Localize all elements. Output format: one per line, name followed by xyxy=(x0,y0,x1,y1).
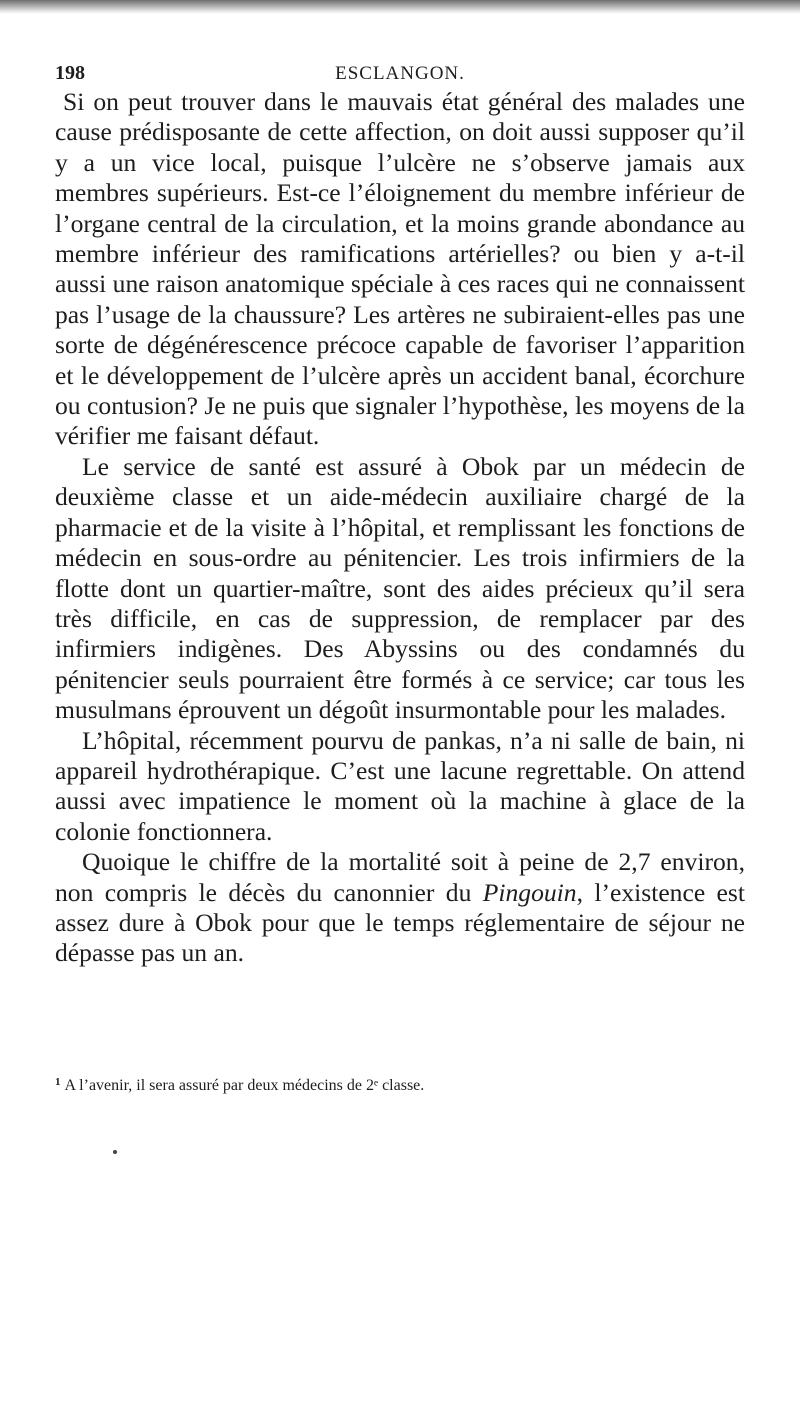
paragraph-2 xyxy=(55,452,745,726)
paragraph-4-text-end: , l’existence est assez dure à Obok pour que le temps réglementaire de séjour ne dépasse pas un an. xyxy=(55,877,745,968)
page-number: 198 xyxy=(55,62,85,84)
paragraph-4-text-start: Quoique le chiffre de la mortalité soit à peine de 2,7 environ, non compris le décès du canonnier du xyxy=(55,847,745,907)
paragraph-3 xyxy=(55,726,745,848)
body-text xyxy=(55,87,745,969)
paragraph-4 xyxy=(55,847,745,969)
paper-speck xyxy=(113,1150,117,1154)
page-header xyxy=(0,62,800,86)
paragraph-2-text: Le service de santé est assuré à Obok par un médecin de deuxième classe et un aide-médecin auxiliaire chargé de la pharmacie et de la visite à l’hôpital, et remplissant les fonctions de médecin en sous-ordre au pénitencier. Les trois infirmiers de la flotte dont un quartier-maître, sont des aides précieux qu’il sera très difficile, en cas de suppression, de remplacer par des infirmiers indigènes. Des Abyssins ou des condamnés du pénitencier seuls pourraient être formés à ce service; car tous les musulmans éprouvent un dégoût insurmontable pour les malades. xyxy=(55,451,745,725)
footnote-text: A l’avenir, il sera assuré par deux médecins de 2ᵉ classe. xyxy=(64,1077,425,1094)
ship-name: Pingouin xyxy=(482,877,577,907)
paragraph-3-text: L’hôpital, récemment pourvu de pankas, n’a ni salle de bain, ni appareil hydrothérapique. C’est une lacune regrettable. On attend aussi avec impatience le moment où la machine à glace de la colonie fonctionnera. xyxy=(55,725,745,846)
footnote-marker: 1 xyxy=(55,1076,61,1088)
page-top-edge xyxy=(0,0,800,14)
footnote xyxy=(55,1072,745,1096)
running-head: ESCLANGON. xyxy=(335,63,465,84)
paragraph-1-text: Si on peut trouver dans le mauvais état général des malades une cause prédisposante de cette affection, on doit aussi supposer qu’il y a un vice local, puisque l’ulcère ne s’observe jamais aux membres supérieurs. Est-ce l’éloignement du membre inférieur de l’organe central de la circulation, et la moins grande abondance au membre inférieur des ramifications artérielles? ou bien y a-t-il aussi une raison anatomique spéciale à ces races qui ne connaissent pas l’usage de la chaussure? Les artères ne subiraient-elles pas une sorte de dégénérescence précoce capable de favoriser l’apparition et le développement de l’ulcère après un accident banal, écorchure ou contusion? Je ne puis que signaler l’hypothèse, les moyens de la vérifier me faisant défaut. xyxy=(55,87,745,451)
paragraph-1 xyxy=(55,87,745,452)
